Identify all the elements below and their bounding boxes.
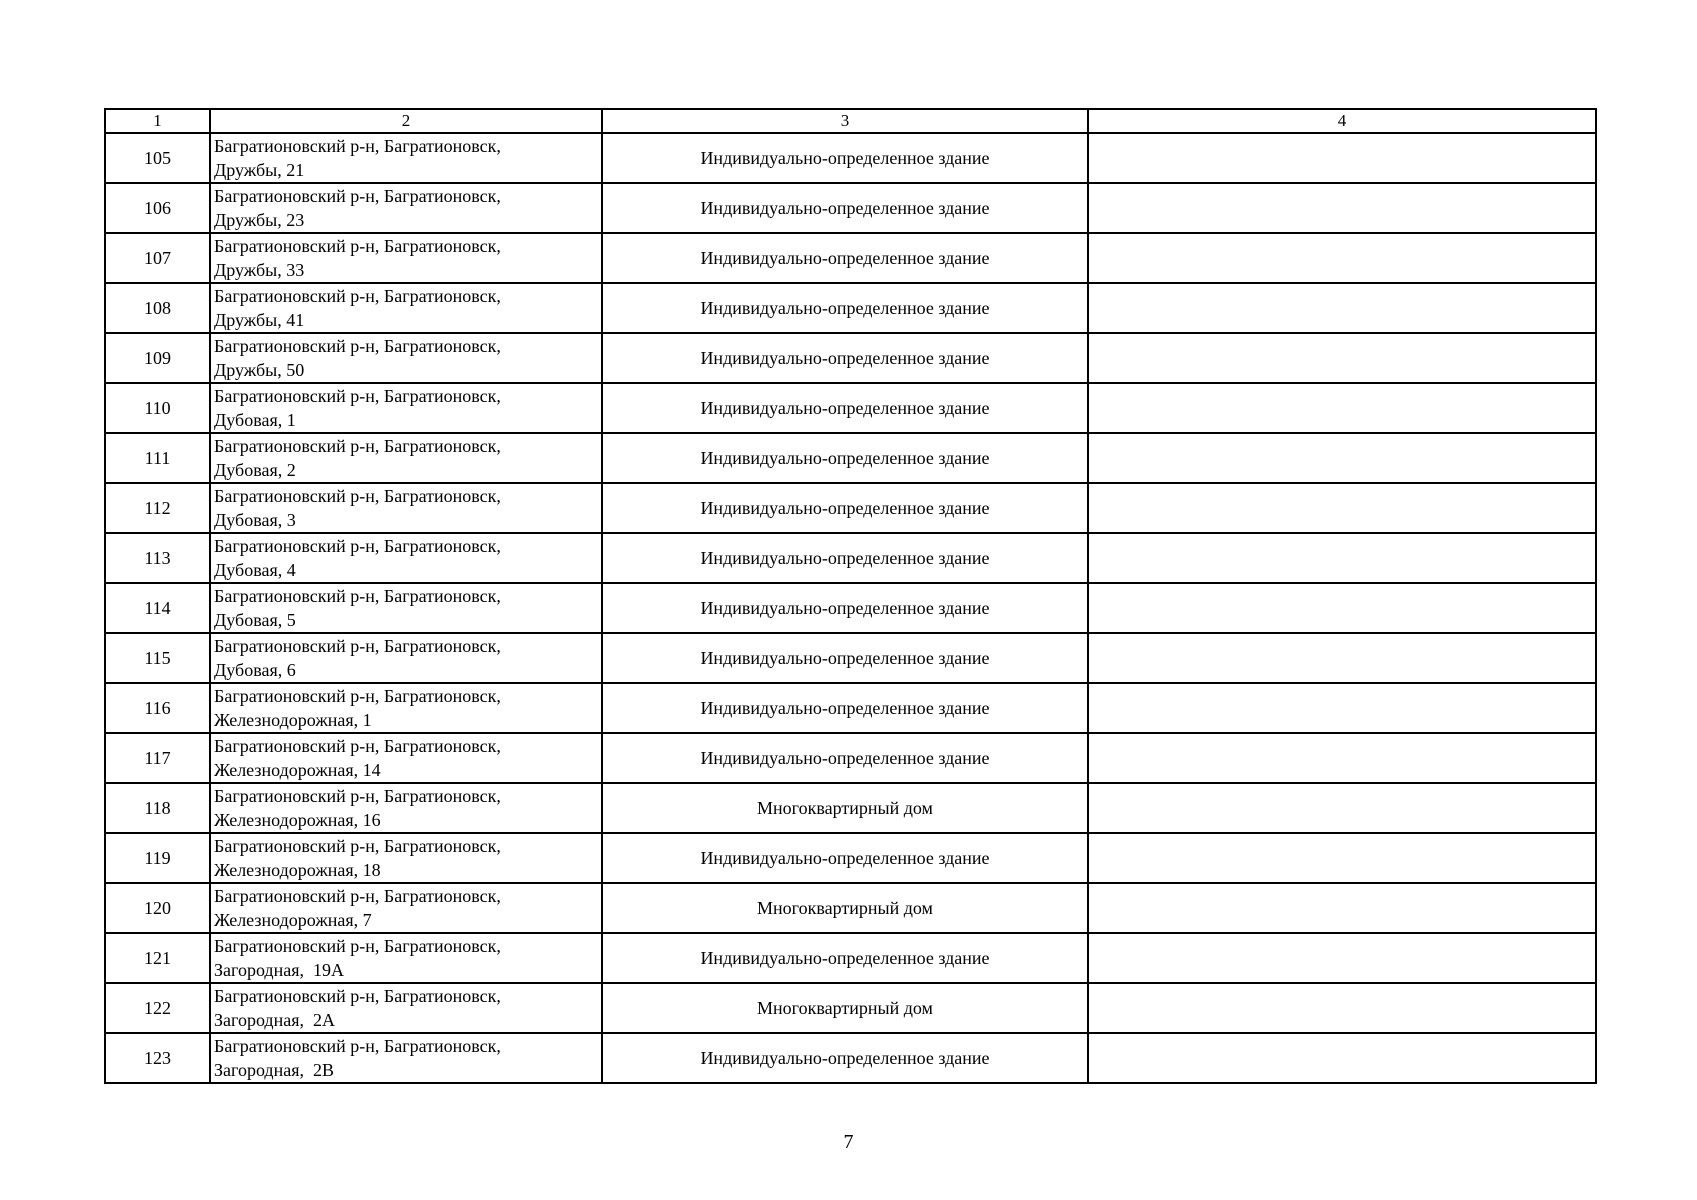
building-type-cell: Индивидуально-определенное здание	[602, 283, 1088, 333]
address-line-district: Багратионовский р-н, Багратионовск,	[214, 836, 501, 856]
row-number-cell: 114	[105, 583, 210, 633]
address-cell	[210, 383, 602, 433]
address-line-street: Железнодорожная, 18	[214, 860, 381, 880]
page-number: 7	[843, 1131, 854, 1153]
row-number-cell: 121	[105, 933, 210, 983]
row-number-cell: 118	[105, 783, 210, 833]
address-cell	[210, 433, 602, 483]
address-cell	[210, 933, 602, 983]
address-line-street: Дубовая, 4	[214, 560, 296, 580]
building-type-cell: Индивидуально-определенное здание	[602, 133, 1088, 183]
row-number-cell: 120	[105, 883, 210, 933]
building-type-cell: Индивидуально-определенное здание	[602, 183, 1088, 233]
address-line-street: Дружбы, 50	[214, 360, 305, 380]
row-number-cell: 119	[105, 833, 210, 883]
address-cell	[210, 733, 602, 783]
address-line-street: Загородная, 2А	[214, 1010, 335, 1030]
address-cell	[210, 333, 602, 383]
row-number-cell: 112	[105, 483, 210, 533]
address-line-district: Багратионовский р-н, Багратионовск,	[214, 336, 501, 356]
address-cell	[210, 883, 602, 933]
table-row	[105, 233, 1596, 283]
column-4-cell	[1088, 983, 1596, 1033]
table-row	[105, 183, 1596, 233]
row-number-cell: 111	[105, 433, 210, 483]
column-4-cell	[1088, 883, 1596, 933]
column-4-cell	[1088, 383, 1596, 433]
building-type-cell: Многоквартирный дом	[602, 883, 1088, 933]
address-cell	[210, 633, 602, 683]
address-cell	[210, 983, 602, 1033]
column-4-cell	[1088, 783, 1596, 833]
table-row	[105, 983, 1596, 1033]
address-cell	[210, 483, 602, 533]
address-line-street: Дубовая, 3	[214, 510, 296, 530]
table-row	[105, 583, 1596, 633]
building-type-cell: Индивидуально-определенное здание	[602, 533, 1088, 583]
address-line-district: Багратионовский р-н, Багратионовск,	[214, 136, 501, 156]
address-cell	[210, 683, 602, 733]
building-type-cell: Индивидуально-определенное здание	[602, 383, 1088, 433]
column-4-cell	[1088, 833, 1596, 883]
building-registry-table	[104, 108, 1597, 1084]
address-line-street: Дубовая, 1	[214, 410, 296, 430]
address-line-street: Железнодорожная, 7	[214, 910, 372, 930]
building-type-cell: Индивидуально-определенное здание	[602, 433, 1088, 483]
column-4-cell	[1088, 133, 1596, 183]
address-line-street: Загородная, 2В	[214, 1060, 334, 1080]
table-row	[105, 683, 1596, 733]
row-number-cell: 107	[105, 233, 210, 283]
row-number-cell: 106	[105, 183, 210, 233]
column-4-cell	[1088, 1033, 1596, 1083]
column-header-1: 1	[105, 109, 210, 133]
row-number-cell: 113	[105, 533, 210, 583]
address-line-district: Багратионовский р-н, Багратионовск,	[214, 486, 501, 506]
address-line-district: Багратионовский р-н, Багратионовск,	[214, 936, 501, 956]
table-row	[105, 633, 1596, 683]
column-4-cell	[1088, 283, 1596, 333]
address-line-street: Дубовая, 6	[214, 660, 296, 680]
address-line-street: Железнодорожная, 14	[214, 760, 381, 780]
table-row	[105, 383, 1596, 433]
address-line-district: Багратионовский р-н, Багратионовск,	[214, 436, 501, 456]
building-type-cell: Индивидуально-определенное здание	[602, 333, 1088, 383]
address-line-street: Дубовая, 5	[214, 610, 296, 630]
row-number-cell: 108	[105, 283, 210, 333]
address-line-district: Багратионовский р-н, Багратионовск,	[214, 686, 501, 706]
column-header-2: 2	[210, 109, 602, 133]
address-cell	[210, 583, 602, 633]
table-row	[105, 283, 1596, 333]
table-row	[105, 733, 1596, 783]
column-4-cell	[1088, 683, 1596, 733]
address-line-street: Дружбы, 33	[214, 260, 305, 280]
address-line-district: Багратионовский р-н, Багратионовск,	[214, 286, 501, 306]
address-line-street: Железнодорожная, 16	[214, 810, 381, 830]
row-number-cell: 105	[105, 133, 210, 183]
address-line-district: Багратионовский р-н, Багратионовск,	[214, 786, 501, 806]
table-row	[105, 433, 1596, 483]
column-header-3: 3	[602, 109, 1088, 133]
table-row	[105, 933, 1596, 983]
building-type-cell: Индивидуально-определенное здание	[602, 683, 1088, 733]
table-row	[105, 1033, 1596, 1083]
table-body	[105, 109, 1596, 1083]
address-line-district: Багратионовский р-н, Багратионовск,	[214, 986, 501, 1006]
building-type-cell: Индивидуально-определенное здание	[602, 733, 1088, 783]
address-cell	[210, 783, 602, 833]
address-line-district: Багратионовский р-н, Багратионовск,	[214, 386, 501, 406]
column-4-cell	[1088, 733, 1596, 783]
table-row	[105, 833, 1596, 883]
table-row	[105, 533, 1596, 583]
row-number-cell: 115	[105, 633, 210, 683]
address-line-street: Железнодорожная, 1	[214, 710, 372, 730]
building-type-cell: Многоквартирный дом	[602, 783, 1088, 833]
column-4-cell	[1088, 183, 1596, 233]
address-line-district: Багратионовский р-н, Багратионовск,	[214, 536, 501, 556]
address-line-street: Дубовая, 2	[214, 460, 296, 480]
row-number-cell: 123	[105, 1033, 210, 1083]
building-type-cell: Индивидуально-определенное здание	[602, 583, 1088, 633]
building-type-cell: Многоквартирный дом	[602, 983, 1088, 1033]
column-4-cell	[1088, 933, 1596, 983]
address-line-street: Загородная, 19А	[214, 960, 344, 980]
row-number-cell: 109	[105, 333, 210, 383]
address-line-district: Багратионовский р-н, Багратионовск,	[214, 186, 501, 206]
building-type-cell: Индивидуально-определенное здание	[602, 933, 1088, 983]
column-header-4: 4	[1088, 109, 1596, 133]
column-number-header-row	[105, 109, 1596, 133]
address-line-district: Багратионовский р-н, Багратионовск,	[214, 586, 501, 606]
address-line-street: Дружбы, 23	[214, 210, 305, 230]
row-number-cell: 117	[105, 733, 210, 783]
building-type-cell: Индивидуально-определенное здание	[602, 483, 1088, 533]
address-cell	[210, 133, 602, 183]
row-number-cell: 116	[105, 683, 210, 733]
table-row	[105, 483, 1596, 533]
address-cell	[210, 533, 602, 583]
address-cell	[210, 183, 602, 233]
address-cell	[210, 233, 602, 283]
column-4-cell	[1088, 483, 1596, 533]
address-line-district: Багратионовский р-н, Багратионовск,	[214, 236, 501, 256]
row-number-cell: 110	[105, 383, 210, 433]
address-line-district: Багратионовский р-н, Багратионовск,	[214, 636, 501, 656]
building-type-cell: Индивидуально-определенное здание	[602, 833, 1088, 883]
column-4-cell	[1088, 583, 1596, 633]
building-type-cell: Индивидуально-определенное здание	[602, 633, 1088, 683]
table-row	[105, 333, 1596, 383]
building-type-cell: Индивидуально-определенное здание	[602, 233, 1088, 283]
address-cell	[210, 833, 602, 883]
table-row	[105, 133, 1596, 183]
document-sheet	[104, 108, 1595, 1084]
table-row	[105, 783, 1596, 833]
column-4-cell	[1088, 633, 1596, 683]
address-line-district: Багратионовский р-н, Багратионовск,	[214, 736, 501, 756]
address-line-street: Дружбы, 21	[214, 160, 305, 180]
address-cell	[210, 1033, 602, 1083]
table-row	[105, 883, 1596, 933]
address-line-district: Багратионовский р-н, Багратионовск,	[214, 886, 501, 906]
column-4-cell	[1088, 233, 1596, 283]
building-type-cell: Индивидуально-определенное здание	[602, 1033, 1088, 1083]
address-cell	[210, 283, 602, 333]
column-4-cell	[1088, 433, 1596, 483]
row-number-cell: 122	[105, 983, 210, 1033]
address-line-district: Багратионовский р-н, Багратионовск,	[214, 1036, 501, 1056]
column-4-cell	[1088, 333, 1596, 383]
column-4-cell	[1088, 533, 1596, 583]
address-line-street: Дружбы, 41	[214, 310, 305, 330]
